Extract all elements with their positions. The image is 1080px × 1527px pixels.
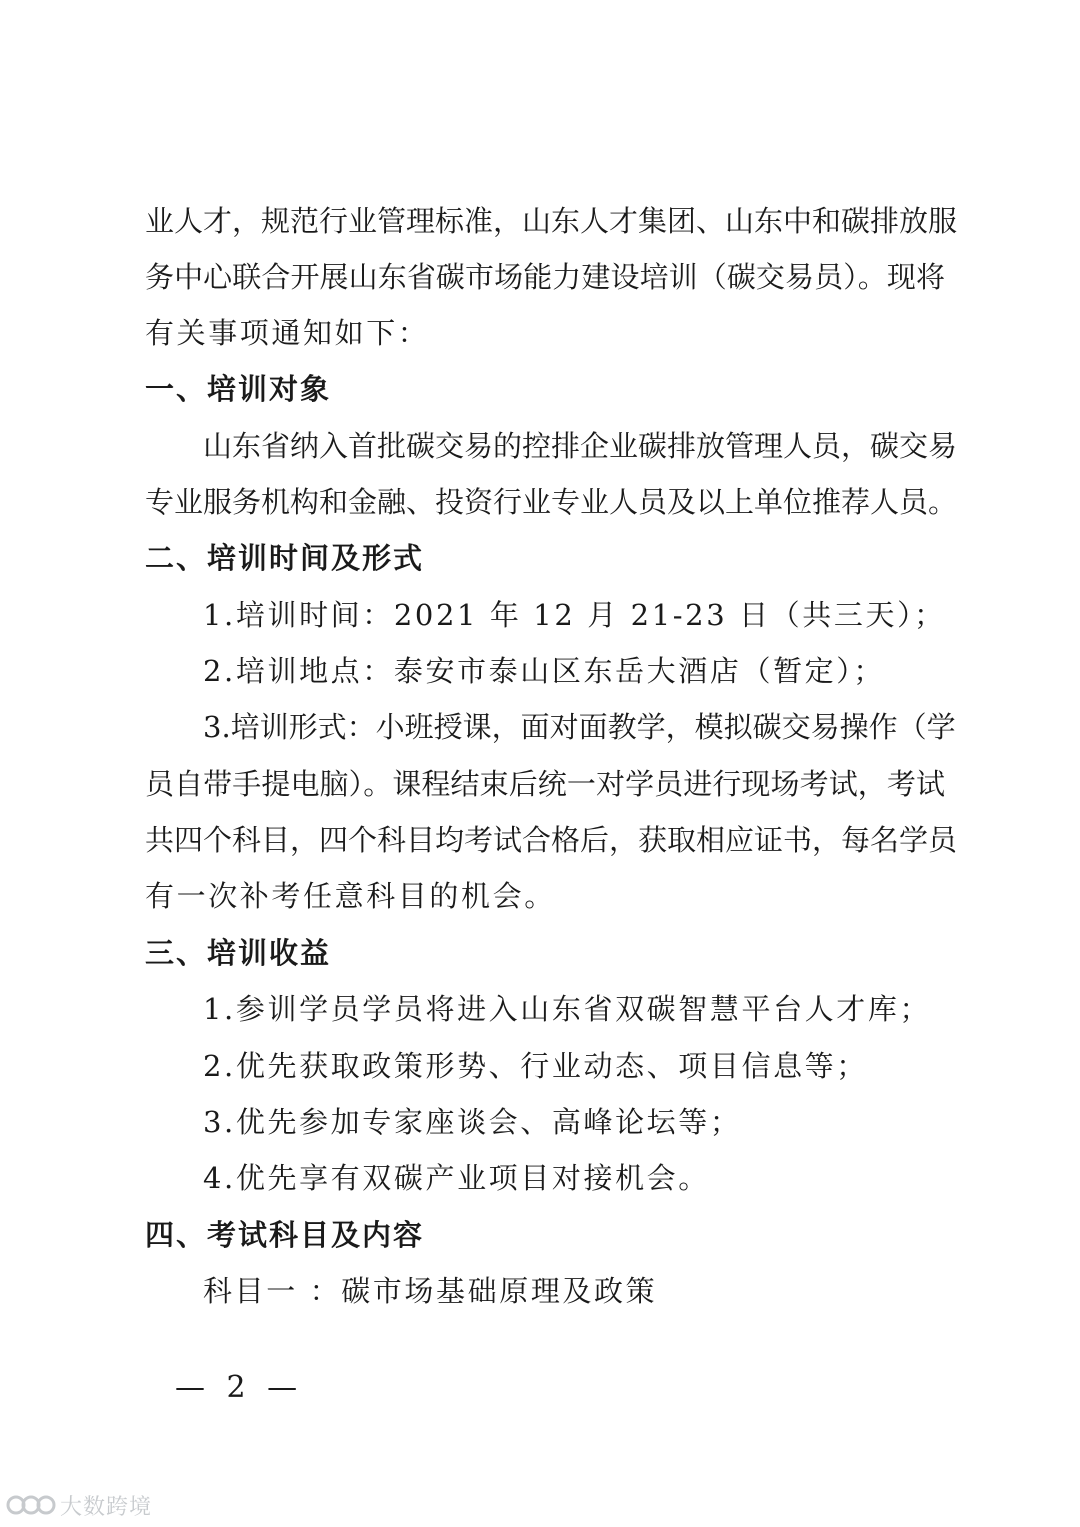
paragraph-line: 有关事项通知如下：: [145, 316, 430, 350]
list-item: 3.优先参加专家座谈会、高峰论坛等；: [203, 1105, 742, 1139]
paragraph-line: 共四个科目，四个科目均考试合格后，获取相应证书，每名学员: [145, 823, 958, 857]
section-heading: 四、考试科目及内容: [145, 1218, 425, 1252]
list-item: 2.优先获取政策形势、行业动态、项目信息等；: [203, 1049, 868, 1083]
paragraph-line: 有一次补考任意科目的机会。: [145, 879, 556, 913]
paragraph-line: 山东省纳入首批碳交易的控排企业碳排放管理人员，碳交易: [203, 429, 958, 463]
list-item: 4.优先享有双碳产业项目对接机会。: [203, 1161, 710, 1195]
watermark: [6, 1490, 152, 1520]
brand-logo-icon: [6, 1491, 56, 1519]
paragraph-line: 务中心联合开展山东省碳市场能力建设培训（碳交易员）。现将: [145, 260, 945, 294]
watermark-text: 大数跨境: [60, 1494, 153, 1520]
page-number: — 2 —: [175, 1370, 304, 1405]
list-item: 3.培训形式：小班授课，面对面教学，模拟碳交易操作（学: [203, 710, 956, 744]
section-heading: 三、培训收益: [145, 936, 332, 970]
paragraph-line: 专业服务机构和金融、投资行业专业人员及以上单位推荐人员。: [145, 485, 958, 519]
section-heading: 二、培训时间及形式: [145, 541, 425, 575]
paragraph-line: 业人才，规范行业管理标准，山东人才集团、山东中和碳排放服: [145, 204, 958, 238]
section-heading: 一、培训对象: [145, 372, 332, 406]
list-item: 1.培训时间：2021 年 12 月 21-23 日（共三天）；: [203, 598, 946, 632]
list-item: 2.培训地点：泰安市泰山区东岳大酒店（暂定）；: [203, 654, 885, 688]
list-item: 科目一 ：碳市场基础原理及政策: [203, 1274, 658, 1308]
paragraph-line: 员自带手提电脑）。课程结束后统一对学员进行现场考试，考试: [145, 767, 945, 801]
list-item: 1.参训学员学员将进入山东省双碳智慧平台人才库；: [203, 992, 932, 1026]
